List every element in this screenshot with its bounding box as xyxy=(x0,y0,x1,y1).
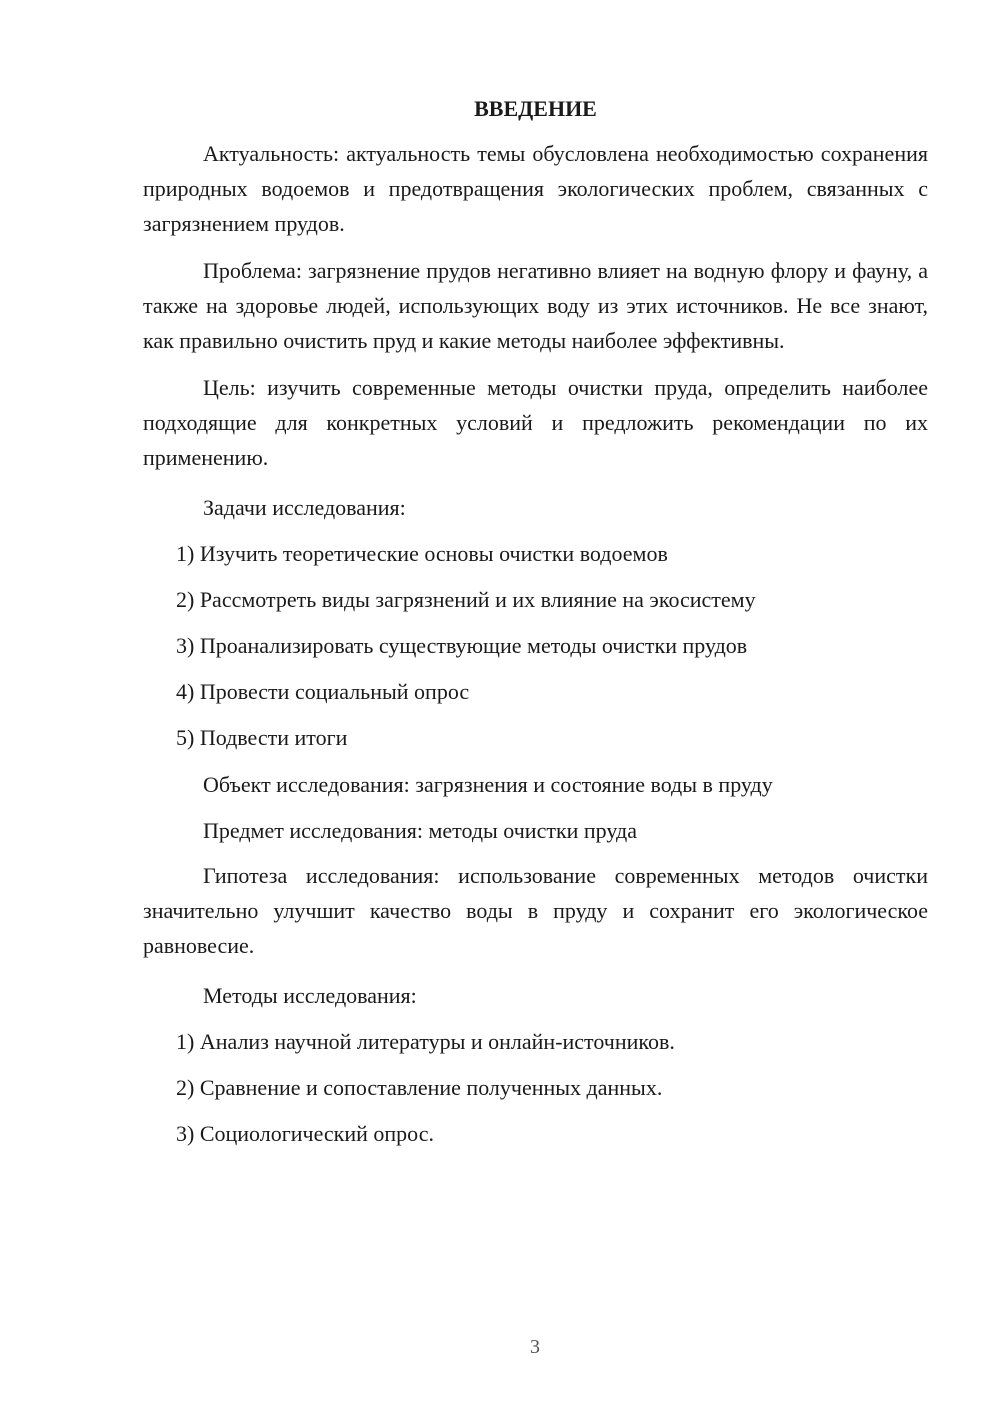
page-number: 3 xyxy=(530,1336,540,1358)
research-object: Объект исследования: загрязнения и состояние воды в пруду xyxy=(203,772,773,797)
methods-heading: Методы исследования: xyxy=(203,983,417,1008)
relevance-paragraph: Актуальность: актуальность темы обусловлена необходимостью сохранения природных водоемов и предотвращения экологических проблем, связанных с загрязнением прудов. xyxy=(143,141,928,236)
method-item: 2) Сравнение и сопоставление полученных данных. xyxy=(176,1075,663,1100)
problem-paragraph: Проблема: загрязнение прудов негативно влияет на водную флору и фауну, а также на здоровье людей, использующих воду из этих источников. Не все знают, как правильно очистить пруд и какие методы наиболее эффективны. xyxy=(143,258,928,353)
hypothesis-paragraph: Гипотеза исследования: использование современных методов очистки значительно улучшит качество воды в пруду и сохранит его экологическое равновесие. xyxy=(143,863,928,958)
tasks-list xyxy=(143,535,928,756)
method-item: 1) Анализ научной литературы и онлайн-источников. xyxy=(176,1029,675,1054)
task-item: 5) Подвести итоги xyxy=(176,725,348,750)
page-title: ВВЕДЕНИЕ xyxy=(474,96,597,121)
goal-paragraph: Цель: изучить современные методы очистки пруда, определить наиболее подходящие для конкретных условий и предложить рекомендации по их применению. xyxy=(143,375,928,470)
task-item: 4) Провести социальный опрос xyxy=(176,679,470,704)
research-subject: Предмет исследования: методы очистки пруда xyxy=(203,818,637,843)
method-item: 3) Социологический опрос. xyxy=(176,1121,434,1146)
page-content xyxy=(143,90,928,1162)
tasks-heading: Задачи исследования: xyxy=(203,495,406,520)
task-item: 1) Изучить теоретические основы очистки водоемов xyxy=(176,541,668,566)
task-item: 3) Проанализировать существующие методы очистки прудов xyxy=(176,633,748,658)
methods-list xyxy=(143,1023,928,1152)
task-item: 2) Рассмотреть виды загрязнений и их влияние на экосистему xyxy=(176,587,756,612)
